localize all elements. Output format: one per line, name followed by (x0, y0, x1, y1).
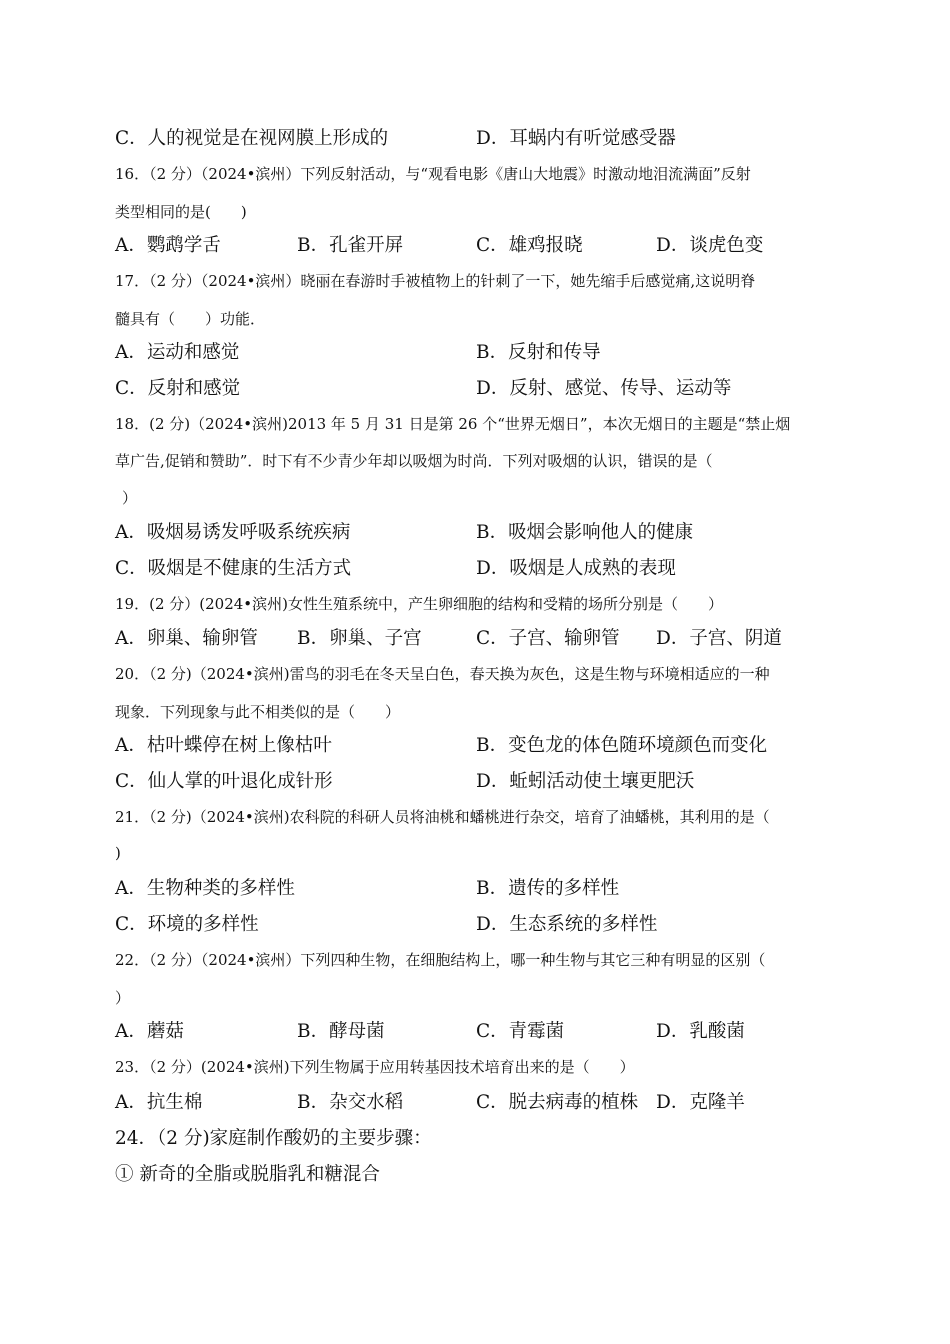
q22-option-c: C．青霉菌 (476, 1021, 565, 1042)
q20-option-b: B．变色龙的体色随环境颜色而变化 (476, 735, 768, 756)
q20-option-c: C．仙人掌的叶退化成针形 (115, 771, 333, 792)
q18-option-d: D．吸烟是人成熟的表现 (476, 558, 676, 579)
q22-stem-line2: ） (115, 989, 131, 1007)
q21-stem-line1: 21．（2 分)（2024•滨州)农科院的科研人员将油桃和蟠桃进行杂交，培育了油蟠桃，其利用的是（ (115, 808, 770, 826)
q24-step-1: ① 新奇的全脂或脱脂乳和糖混合 (115, 1164, 380, 1185)
q18-option-b: B．吸烟会影响他人的健康 (476, 522, 694, 543)
q22-option-b: B．酵母菌 (297, 1021, 385, 1042)
q16-option-c: C．雄鸡报晓 (476, 235, 583, 256)
q20-option-d: D．蚯蚓活动使土壤更肥沃 (476, 771, 695, 792)
q15-option-d: D．耳蜗内有听觉感受器 (476, 128, 676, 149)
q17-option-b: B．反射和传导 (476, 342, 601, 363)
q20-stem-line1: 20．（2 分)（2024•滨州)雷鸟的羽毛在冬天呈白色，春天换为灰色，这是生物与环境相适应的一种 (115, 665, 770, 683)
q23-option-a: A．抗生棉 (115, 1092, 203, 1113)
q21-option-d: D．生态系统的多样性 (476, 914, 658, 935)
q19-option-b: B．卵巢、子宫 (297, 628, 422, 649)
q21-option-a: A．生物种类的多样性 (115, 878, 295, 899)
q16-option-a: A．鹦鹉学舌 (115, 235, 221, 256)
q20-stem-line2: 现象．下列现象与此不相类似的是（ ） (115, 703, 401, 721)
q18-stem-line2: 草广告,促销和赞助”．时下有不少青少年却以吸烟为时尚．下列对吸烟的认识，错误的是（ (115, 452, 713, 470)
q18-stem-line3: ） (122, 489, 138, 507)
q16-stem-line2: 类型相同的是( ) (115, 203, 247, 221)
q20-option-a: A．枯叶蝶停在树上像枯叶 (115, 735, 332, 756)
q18-option-c: C．吸烟是不健康的生活方式 (115, 558, 352, 579)
q19-option-a: A．卵巢、输卵管 (115, 628, 258, 649)
q17-stem-line2: 髓具有（ ）功能． (115, 310, 266, 328)
q16-stem-line1: 16．（2 分）（2024•滨州）下列反射活动，与“观看电影《唐山大地震》时激动地泪流满面”反射 (115, 165, 751, 183)
q17-option-c: C．反射和感觉 (115, 378, 241, 399)
q24-stem-line1: 24．（2 分)家庭制作酸奶的主要步骤： (115, 1128, 432, 1149)
q21-option-c: C．环境的多样性 (115, 914, 259, 935)
q17-option-d: D．反射、感觉、传导、运动等 (476, 378, 732, 399)
q17-option-a: A．运动和感觉 (115, 342, 240, 363)
q22-stem-line1: 22．（2 分）（2024•滨州）下列四种生物，在细胞结构上，哪一种生物与其它三种有明显的区别（ (115, 951, 766, 969)
q19-stem-line1: 19．(2 分）(2024•滨州)女性生殖系统中，产生卵细胞的结构和受精的场所分别是（ ） (115, 595, 723, 613)
q18-option-a: A．吸烟易诱发呼吸系统疾病 (115, 522, 351, 543)
q23-stem-line1: 23．（2 分）(2024•滨州)下列生物属于应用转基因技术培育出来的是（ ） (115, 1058, 635, 1076)
q16-option-b: B．孔雀开屏 (297, 235, 404, 256)
q17-stem-line1: 17．（2 分）（2024•滨州）晓丽在春游时手被植物上的针刺了一下，她先缩手后感觉痛,这说明脊 (115, 272, 756, 290)
q23-option-c: C．脱去病毒的植株 (476, 1092, 639, 1113)
q23-option-b: B．杂交水稻 (297, 1092, 404, 1113)
q22-option-d: D．乳酸菌 (656, 1021, 745, 1042)
q22-option-a: A．蘑菇 (115, 1021, 184, 1042)
q18-stem-line1: 18．(2 分)（2024•滨州)2013 年 5 月 31 日是第 26 个“世界无烟日”，本次无烟日的主题是“禁止烟 (115, 415, 791, 433)
q16-option-d: D．谈虎色变 (656, 235, 764, 256)
q19-option-c: C．子宫、输卵管 (476, 628, 620, 649)
q21-option-b: B．遗传的多样性 (476, 878, 620, 899)
q15-option-c: C．人的视觉是在视网膜上形成的 (115, 128, 389, 149)
q21-stem-line2: ) (115, 844, 121, 862)
q19-option-d: D．子宫、阴道 (656, 628, 782, 649)
q23-option-d: D．克隆羊 (656, 1092, 745, 1113)
